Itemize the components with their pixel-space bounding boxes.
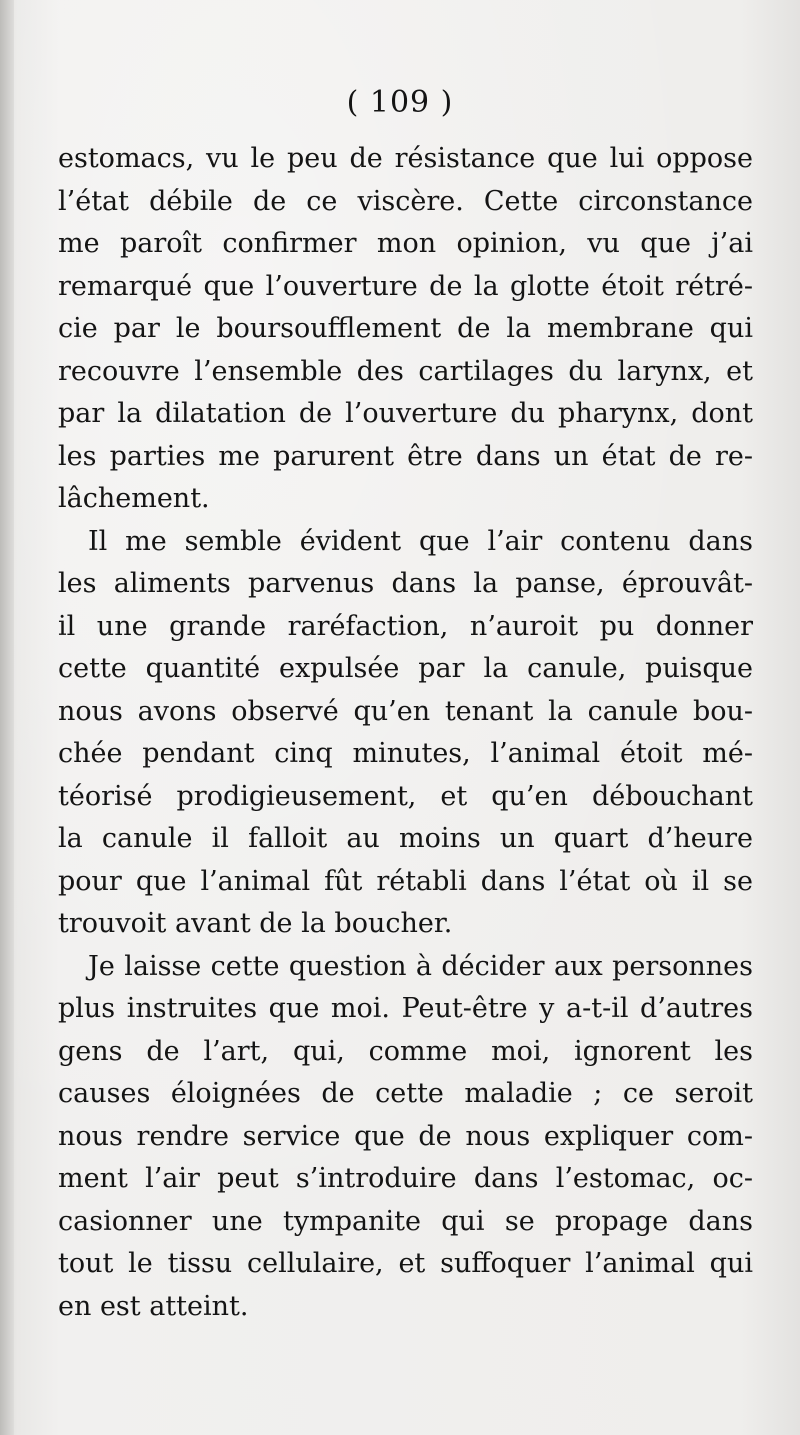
text-line: les parties me parurent être dans un état de re- xyxy=(58,440,753,472)
text-line: remarqué que l’ouverture de la glotte étoit rétré- xyxy=(58,270,753,302)
text-line: plus instruites que moi. Peut-être y a-t-il d’autres xyxy=(58,993,753,1024)
text-line: pour que l’animal fût rétabli dans l’état où il se xyxy=(58,865,753,897)
text-line: chée pendant cinq minutes, l’animal étoit mé- xyxy=(58,738,753,769)
text-line: gens de l’art, qui, comme moi, ignorent les xyxy=(58,1035,753,1067)
text-line: téorisé prodigieusement, et qu’en débouchant xyxy=(58,780,753,812)
text-line: recouvre l’ensemble des cartilages du larynx, et xyxy=(58,355,753,387)
text-line: causes éloignées de cette maladie ; ce seroit xyxy=(58,1078,753,1109)
text-line: cette quantité expulsée par la canule, puisque xyxy=(58,653,753,684)
text-line: cie par le boursoufflement de la membrane qui xyxy=(58,313,753,344)
body-text xyxy=(58,138,753,1328)
text-line: les aliments parvenus dans la panse, éprouvât- xyxy=(58,568,753,599)
text-line: lâchement. xyxy=(58,483,210,514)
text-line: tout le tissu cellulaire, et suffoquer l’animal qui xyxy=(58,1248,753,1279)
text-line: il une grande raréfaction, n’auroit pu donner xyxy=(58,610,753,642)
text-line: nous rendre service que de nous expliquer com- xyxy=(58,1120,753,1152)
text-line: l’état débile de ce viscère. Cette circonstance xyxy=(58,185,753,217)
page-number: ( 109 ) xyxy=(346,85,454,120)
text-line: la canule il falloit au moins un quart d’heure xyxy=(58,823,753,854)
text-line: casionner une tympanite qui se propage dans xyxy=(58,1205,753,1237)
text-line: ment l’air peut s’introduire dans l’estomac, oc- xyxy=(58,1163,753,1194)
text-line: Il me semble évident que l’air contenu dans xyxy=(88,525,753,557)
text-line: par la dilatation de l’ouverture du pharynx, dont xyxy=(58,398,753,429)
text-line: trouvoit avant de la boucher. xyxy=(58,908,453,939)
page-gutter-shadow xyxy=(0,0,14,1435)
text-line: me paroît confirmer mon opinion, vu que j’ai xyxy=(58,228,753,259)
text-line: en est atteint. xyxy=(58,1290,249,1322)
text-line: estomacs, vu le peu de résistance que lui oppose xyxy=(58,143,753,174)
text-line: Je laisse cette question à décider aux personnes xyxy=(88,950,753,982)
text-line: nous avons observé qu’en tenant la canule bou- xyxy=(58,695,753,727)
